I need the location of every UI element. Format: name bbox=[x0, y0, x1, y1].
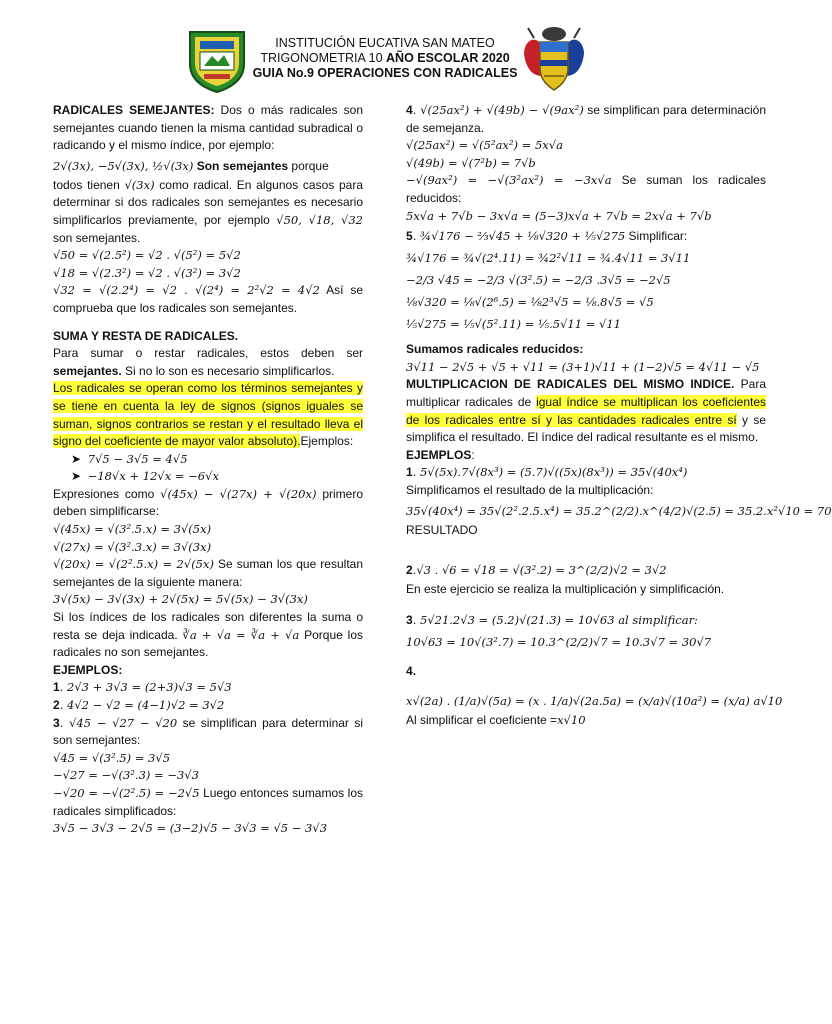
mult-ejemplo-3: 3. 5√21.2√3 = (5.2)√(21.3) = 10√63 al simplificar: bbox=[406, 612, 698, 627]
equation-275: ⅕√275 = ⅕√(5².11) = ⅕.5√11 = √11 bbox=[406, 317, 621, 332]
left-column bbox=[53, 102, 363, 838]
mult-ejemplo-4-eq: x√(2a) . (1/a)√(5a) = (x . 1/a)√(2a.5a) = (x/a)√(10a²) = (x/a) a√10 bbox=[406, 694, 783, 709]
guide-title: GUIA No.9 OPERACIONES CON RADICALES bbox=[252, 66, 518, 80]
equation-sqrt27x: √(27x) = √(3².3.x) = 3√(3x) bbox=[53, 539, 212, 554]
mult-ejemplo-2-text: En este ejercicio se realiza la multiplicación y simplificación. bbox=[406, 582, 725, 597]
bullet-example-1: ➤ 7√5 − 3√5 = 4√5 bbox=[71, 451, 188, 466]
equation-sqrt18: √18 = √(2.3²) = √2 . √(3²) = 3√2 bbox=[53, 265, 241, 280]
header-title-block bbox=[250, 36, 520, 81]
ejemplo-1: 1. 2√3 + 3√3 = (2+3)√3 = 5√3 bbox=[53, 680, 232, 695]
mult-ejemplo-3-eq: 10√63 = 10√(3².7) = 10.3^(2/2)√7 = 10.3√7 = 30√7 bbox=[406, 634, 712, 649]
indices-diferentes-note: Si los índices de los radicales son diferentes la suma o resta se deja indicada. ∛a + √a = ∛a + √a Porque los radicales no son semejantes. bbox=[53, 610, 364, 660]
equation-176: ¾√176 = ¾√(2⁴.11) = ¾2²√11 = ¾.4√11 = 3√11 bbox=[406, 251, 691, 266]
equation-45: −2/3 √45 = −2/3 √(3².5) = −2/3 .3√5 = −2√5 bbox=[406, 273, 671, 288]
mult-ejemplo-1-text: Simplificamos el resultado de la multiplicación: bbox=[406, 482, 654, 497]
simplificar-coeficiente: Al simplificar el coeficiente =x√10 bbox=[406, 713, 586, 728]
colombia-coat-of-arms-icon bbox=[522, 24, 586, 94]
radicales-semejantes-intro: RADICALES SEMEJANTES: Dos o más radicales son semejantes cuando tienen la misma cantidad subradical o radicando y el mismo índice, por ejemplo: bbox=[53, 103, 363, 153]
ejemplo-5-statement: 5. ¾√176 − ⅔√45 + ⅛√320 + ⅕√275 Simplificar: bbox=[406, 229, 688, 244]
equation-25ax2: √(25ax²) = √(5²ax²) = 5x√a bbox=[406, 138, 563, 153]
right-column bbox=[406, 102, 832, 730]
equation-320: ⅛√320 = ⅛√(2⁶.5) = ⅛2³√5 = ⅛.8√5 = √5 bbox=[406, 295, 654, 310]
equation-49b: √(49b) = √(7²b) = 7√b bbox=[406, 155, 536, 170]
mult-ejemplo-1: 1. 5√(5x).7√(8x³) = (5.7)√((5x)(8x³)) = 35√(40x⁴) bbox=[406, 465, 688, 480]
mult-ejemplo-1-eq: 35√(40x⁴) = 35√(2².2.5.x⁴) = 35.2^(2/2).x^(4/2)√(2.5) = 35.2.x²√10 = 70 bbox=[406, 503, 832, 518]
suma-resta-title: SUMA Y RESTA DE RADICALES. bbox=[53, 328, 239, 343]
mult-ejemplo-4-number: 4. bbox=[406, 663, 417, 678]
equation-sqrt45x: √(45x) = √(3².5.x) = 3√(5x) bbox=[53, 522, 212, 537]
equation-9ax2: −√(9ax²) = −√(3²ax²) = −3x√a Se suman los radicales reducidos: bbox=[406, 173, 766, 205]
equation-reduced-sum: 3√11 − 2√5 + √5 + √11 = (3+1)√11 + (1−2)√5 = 4√11 − √5 bbox=[406, 359, 760, 374]
equation-final-sum: 3√5 − 3√3 − 2√5 = (3−2)√5 − 3√3 = √5 − 3√3 bbox=[53, 821, 328, 836]
sumamos-title: Sumamos radicales reducidos: bbox=[406, 342, 584, 357]
equation-sqrt20x: √(20x) = √(2².5.x) = 2√(5x) Se suman los que resultan semejantes de la siguiente manera: bbox=[53, 557, 363, 589]
ley-de-signos-rule: Los radicales se operan como los términos semejantes y se tiene en cuenta la ley de signos (signos iguales se suman, signos contrarios se restan y el resultado lleva el signo del coeficiente de mayor valor absoluto).Ejemplos: bbox=[53, 381, 363, 449]
expresiones-intro: Expresiones como √(45x) − √(27x) + √(20x) primero deben simplificarse: bbox=[53, 486, 364, 519]
ejemplos-title-left: EJEMPLOS: bbox=[53, 662, 123, 677]
subject-year-line: TRIGONOMETRIA 10 AÑO ESCOLAR 2020 bbox=[260, 51, 510, 65]
ejemplos-title-right: EJEMPLOS: bbox=[406, 447, 475, 462]
equation-sqrt50: √50 = √(2.5²) = √2 . √(5²) = 5√2 bbox=[53, 248, 241, 263]
semejantes-explanation: todos tienen √(3x) como radical. En algunos casos para determinar si dos radicales son semejantes es necesario simplificarlos previamente, por ejemplo √50, √18, √32 son semejantes. bbox=[53, 177, 364, 245]
bullet-example-2: ➤ −18√x + 12√x = −6√x bbox=[71, 469, 219, 484]
resultado-label: RESULTADO bbox=[406, 522, 478, 537]
multiplicacion-intro: MULTIPLICACION DE RADICALES DEL MISMO INDICE. Para multiplicar radicales de igual índice se multiplican los coeficientes de los radicales entre sí y las cantidades radicales entre sí y se simplifica el resultado. El índice del radical resultante es el mismo. bbox=[406, 377, 767, 445]
equation-ejemplo-4-sum: 5x√a + 7√b − 3x√a = (5−3)x√a + 7√b = 2x√a + 7√b bbox=[406, 208, 712, 223]
equation-sqrt32: √32 = √(2.2⁴) = √2 . √(2⁴) = 2²√2 = 4√2 Así se comprueba que los radicales son semejantes. bbox=[53, 283, 363, 315]
mult-ejemplo-2: 2.√3 . √6 = √18 = √(3².2) = 3^(2/2)√2 = 3√2 bbox=[406, 563, 667, 578]
school-crest-icon bbox=[186, 28, 248, 94]
ejemplo-3: 3. √45 − √27 − √20 se simplifican para determinar si son semejantes: bbox=[53, 715, 363, 748]
equation-neg-sqrt20: −√20 = −√(2².5) = −2√5 Luego entonces sumamos los radicales simplificados: bbox=[53, 785, 363, 818]
equation-neg-sqrt27: −√27 = −√(3².3) = −3√3 bbox=[53, 768, 199, 783]
institution-name: INSTITUCIÓN EUCATIVA SAN MATEO bbox=[275, 36, 495, 50]
suma-resta-intro: Para sumar o restar radicales, estos deben ser semejantes. Si no lo son es necesario simplificarlos. bbox=[53, 346, 363, 378]
equation-sqrt45: √45 = √(3².5) = 3√5 bbox=[53, 750, 171, 765]
semejantes-example: 2√(3x), −5√(3x), ½√(3x) Son semejantes porque bbox=[53, 158, 329, 173]
ejemplo-4-statement: 4. √(25ax²) + √(49b) − √(9ax²) se simplifican para determinación de semejanza. bbox=[406, 103, 766, 135]
document-header bbox=[0, 22, 768, 100]
equation-suma-semejantes: 3√(5x) − 3√(3x) + 2√(5x) = 5√(5x) − 3√(3x) bbox=[53, 592, 308, 607]
ejemplo-2: 2. 4√2 − √2 = (4−1)√2 = 3√2 bbox=[53, 698, 225, 712]
